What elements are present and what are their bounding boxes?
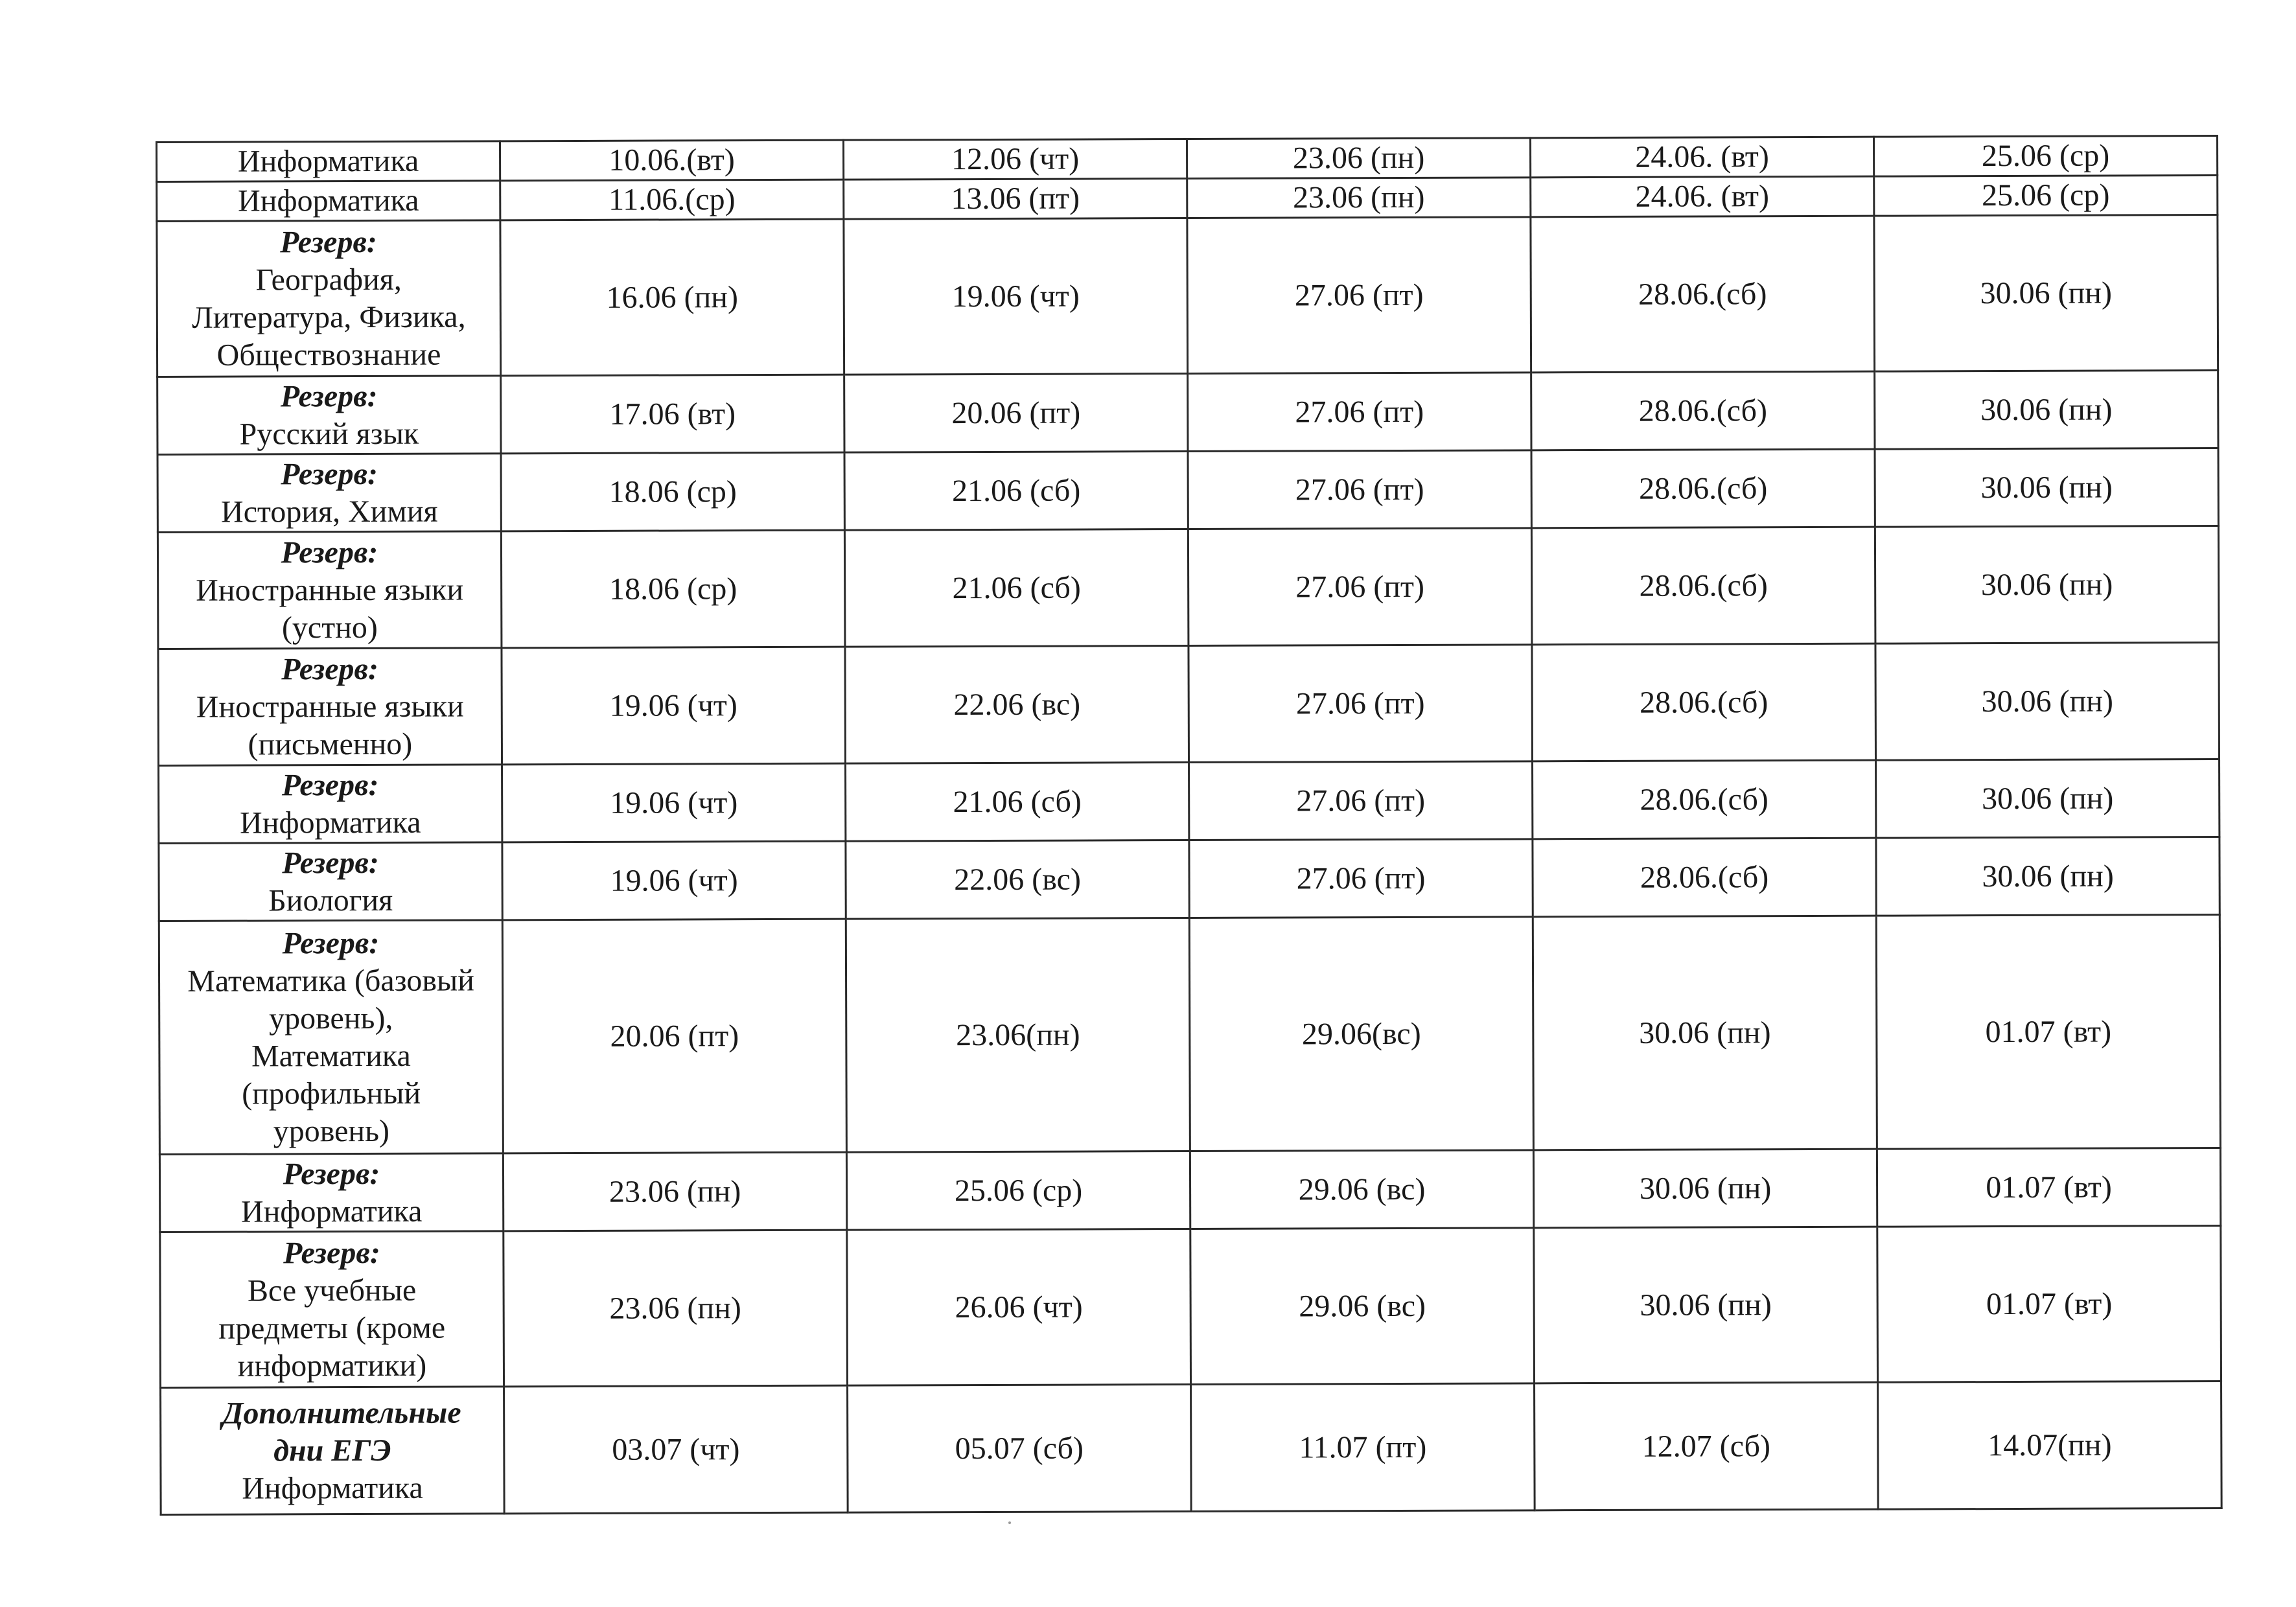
date-cell: 19.06 (чт) <box>502 763 846 842</box>
date-cell: 24.06. (вт) <box>1531 176 1874 217</box>
subject-heading: Резерв: <box>281 535 378 570</box>
subject-heading: Дополнительные дни ЕГЭ <box>222 1395 461 1468</box>
date-cell: 19.06 (чт) <box>844 218 1188 375</box>
date-cell: 28.06.(сб) <box>1531 371 1875 450</box>
subject-heading: Резерв: <box>281 651 379 686</box>
subject-cell <box>157 181 500 222</box>
subject-line: предметы (кроме <box>218 1310 446 1346</box>
schedule-row <box>159 837 2220 921</box>
subject-line: Русский язык <box>239 416 419 452</box>
date-cell: 13.06 (пт) <box>844 178 1187 219</box>
date-cell: 30.06 (пн) <box>1876 759 2220 838</box>
date-cell: 12.07 (сб) <box>1535 1382 1879 1510</box>
subject-cell <box>161 1387 505 1515</box>
date-cell: 30.06 (пн) <box>1875 448 2218 527</box>
subject-heading: Резерв: <box>283 1156 380 1191</box>
subject-line: Информатика <box>240 805 421 840</box>
subject-line: Математика <box>251 1038 411 1074</box>
subject-line: Информатика <box>240 1194 423 1229</box>
date-cell: 01.07 (вт) <box>1877 1148 2220 1227</box>
schedule-row <box>159 1148 2220 1232</box>
date-cell: 21.06 (сб) <box>844 529 1189 647</box>
subject-line: Информатика <box>238 183 419 218</box>
date-cell: 25.06 (ср) <box>846 1151 1190 1230</box>
subject-heading: Резерв: <box>280 378 378 413</box>
subject-line: Математика (базовый <box>187 962 474 999</box>
date-cell: 11.07 (пт) <box>1191 1383 1535 1512</box>
date-cell: 05.07 (сб) <box>848 1384 1192 1512</box>
schedule-row <box>157 526 2219 649</box>
subject-line: (устно) <box>281 610 378 645</box>
date-cell: 10.06.(вт) <box>500 140 844 181</box>
schedule-row <box>160 1225 2221 1387</box>
subject-line: (профильный <box>242 1076 421 1111</box>
subject-line: Обществознание <box>216 337 441 373</box>
date-cell: 28.06.(сб) <box>1533 838 1876 917</box>
date-cell: 27.06 (пт) <box>1187 217 1531 374</box>
subject-heading: Резерв: <box>281 456 378 491</box>
date-cell: 30.06 (пн) <box>1533 916 1877 1150</box>
schedule-row <box>157 448 2218 533</box>
subject-heading: Резерв: <box>280 224 377 259</box>
date-cell: 19.06 (чт) <box>502 841 846 920</box>
date-cell: 28.06.(сб) <box>1531 527 1875 645</box>
subject-line: Информатика <box>242 1470 423 1506</box>
date-cell: 17.06 (вт) <box>501 375 844 454</box>
subject-line: История, Химия <box>220 494 438 529</box>
date-cell: 11.06.(ср) <box>500 179 844 220</box>
date-cell: 19.06 (чт) <box>502 647 846 765</box>
date-cell: 22.06 (вс) <box>846 840 1189 919</box>
subject-line: уровень), <box>269 1000 393 1035</box>
date-cell: 30.06 (пн) <box>1875 526 2219 644</box>
date-cell: 28.06.(сб) <box>1531 216 1875 373</box>
date-cell: 23.06 (пн) <box>1187 138 1530 179</box>
date-cell: 27.06 (пт) <box>1189 645 1533 763</box>
date-cell: 20.06 (пт) <box>502 919 846 1153</box>
exam-schedule-body <box>157 136 2222 1515</box>
subject-cell <box>159 1153 503 1232</box>
date-cell: 22.06 (вс) <box>845 645 1189 763</box>
subject-line: Иностранные языки <box>196 572 464 608</box>
date-cell: 16.06 (пн) <box>500 219 844 376</box>
date-cell: 30.06 (пн) <box>1533 1149 1877 1228</box>
date-cell: 25.06 (ср) <box>1874 176 2218 216</box>
date-cell: 27.06 (пт) <box>1188 528 1532 646</box>
schedule-row <box>159 914 2220 1154</box>
subject-heading: Резерв: <box>282 925 380 960</box>
date-cell: 03.07 (чт) <box>504 1385 848 1514</box>
schedule-row <box>157 176 2218 222</box>
date-cell: 23.06 (пн) <box>1187 178 1531 218</box>
date-cell: 23.06(пн) <box>846 918 1190 1152</box>
subject-line: Литература, Физика, <box>192 299 466 335</box>
subject-cell <box>159 765 502 844</box>
date-cell: 18.06 (ср) <box>501 452 844 531</box>
subject-cell <box>157 376 501 455</box>
date-cell: 28.06.(сб) <box>1533 760 1876 839</box>
date-cell: 21.06 (сб) <box>846 762 1189 841</box>
date-cell: 27.06 (пт) <box>1188 450 1531 529</box>
date-cell: 21.06 (сб) <box>844 451 1188 530</box>
date-cell: 27.06 (пт) <box>1189 761 1533 840</box>
date-cell: 27.06 (пт) <box>1188 373 1531 452</box>
subject-heading: Резерв: <box>281 767 379 802</box>
subject-line: География, <box>255 262 402 297</box>
subject-line: Биология <box>268 883 393 918</box>
subject-cell <box>159 842 502 921</box>
schedule-row <box>159 759 2220 844</box>
schedule-row <box>157 371 2218 455</box>
subject-cell <box>157 531 502 649</box>
date-cell: 30.06 (пн) <box>1875 643 2220 761</box>
date-cell: 29.06(вс) <box>1189 917 1533 1151</box>
date-cell: 12.06 (чт) <box>843 139 1187 180</box>
schedule-row <box>157 136 2218 182</box>
subject-heading: Резерв: <box>283 1235 380 1270</box>
subject-cell <box>157 141 500 182</box>
schedule-row <box>158 643 2220 766</box>
date-cell: 01.07 (вт) <box>1877 1225 2221 1382</box>
scan-speck <box>1008 1521 1011 1524</box>
schedule-row <box>157 215 2218 377</box>
date-cell: 24.06. (вт) <box>1530 137 1873 178</box>
subject-line: Информатика <box>237 143 419 179</box>
subject-line: Иностранные языки <box>196 689 464 724</box>
date-cell: 28.06.(сб) <box>1532 643 1876 761</box>
subject-cell <box>157 220 501 377</box>
date-cell: 26.06 (чт) <box>847 1229 1191 1385</box>
date-cell: 23.06 (пн) <box>503 1152 846 1231</box>
date-cell: 30.06 (пн) <box>1874 215 2218 372</box>
date-cell: 29.06 (вс) <box>1190 1228 1535 1385</box>
date-cell: 30.06 (пн) <box>1876 837 2220 916</box>
subject-cell <box>157 454 501 533</box>
subject-line: (письменно) <box>248 726 413 762</box>
subject-heading: Резерв: <box>282 845 379 880</box>
date-cell: 18.06 (ср) <box>501 530 845 648</box>
date-cell: 29.06 (вс) <box>1190 1150 1533 1229</box>
date-cell: 30.06 (пн) <box>1534 1227 1878 1383</box>
date-cell: 14.07(пн) <box>1878 1381 2222 1509</box>
date-cell: 01.07 (вт) <box>1876 914 2220 1149</box>
subject-cell <box>158 648 502 766</box>
date-cell: 25.06 (ср) <box>1873 136 2217 177</box>
subject-line: информатики) <box>237 1348 427 1383</box>
date-cell: 23.06 (пн) <box>504 1230 848 1387</box>
exam-schedule-table <box>156 135 2223 1516</box>
subject-line: Все учебные <box>247 1273 417 1308</box>
date-cell: 28.06.(сб) <box>1531 449 1875 528</box>
schedule-row <box>161 1381 2222 1514</box>
date-cell: 30.06 (пн) <box>1875 371 2218 450</box>
subject-line: уровень) <box>273 1113 390 1148</box>
date-cell: 27.06 (пт) <box>1189 839 1533 918</box>
date-cell: 20.06 (пт) <box>844 373 1188 452</box>
subject-cell <box>159 920 503 1155</box>
subject-cell <box>160 1231 504 1388</box>
